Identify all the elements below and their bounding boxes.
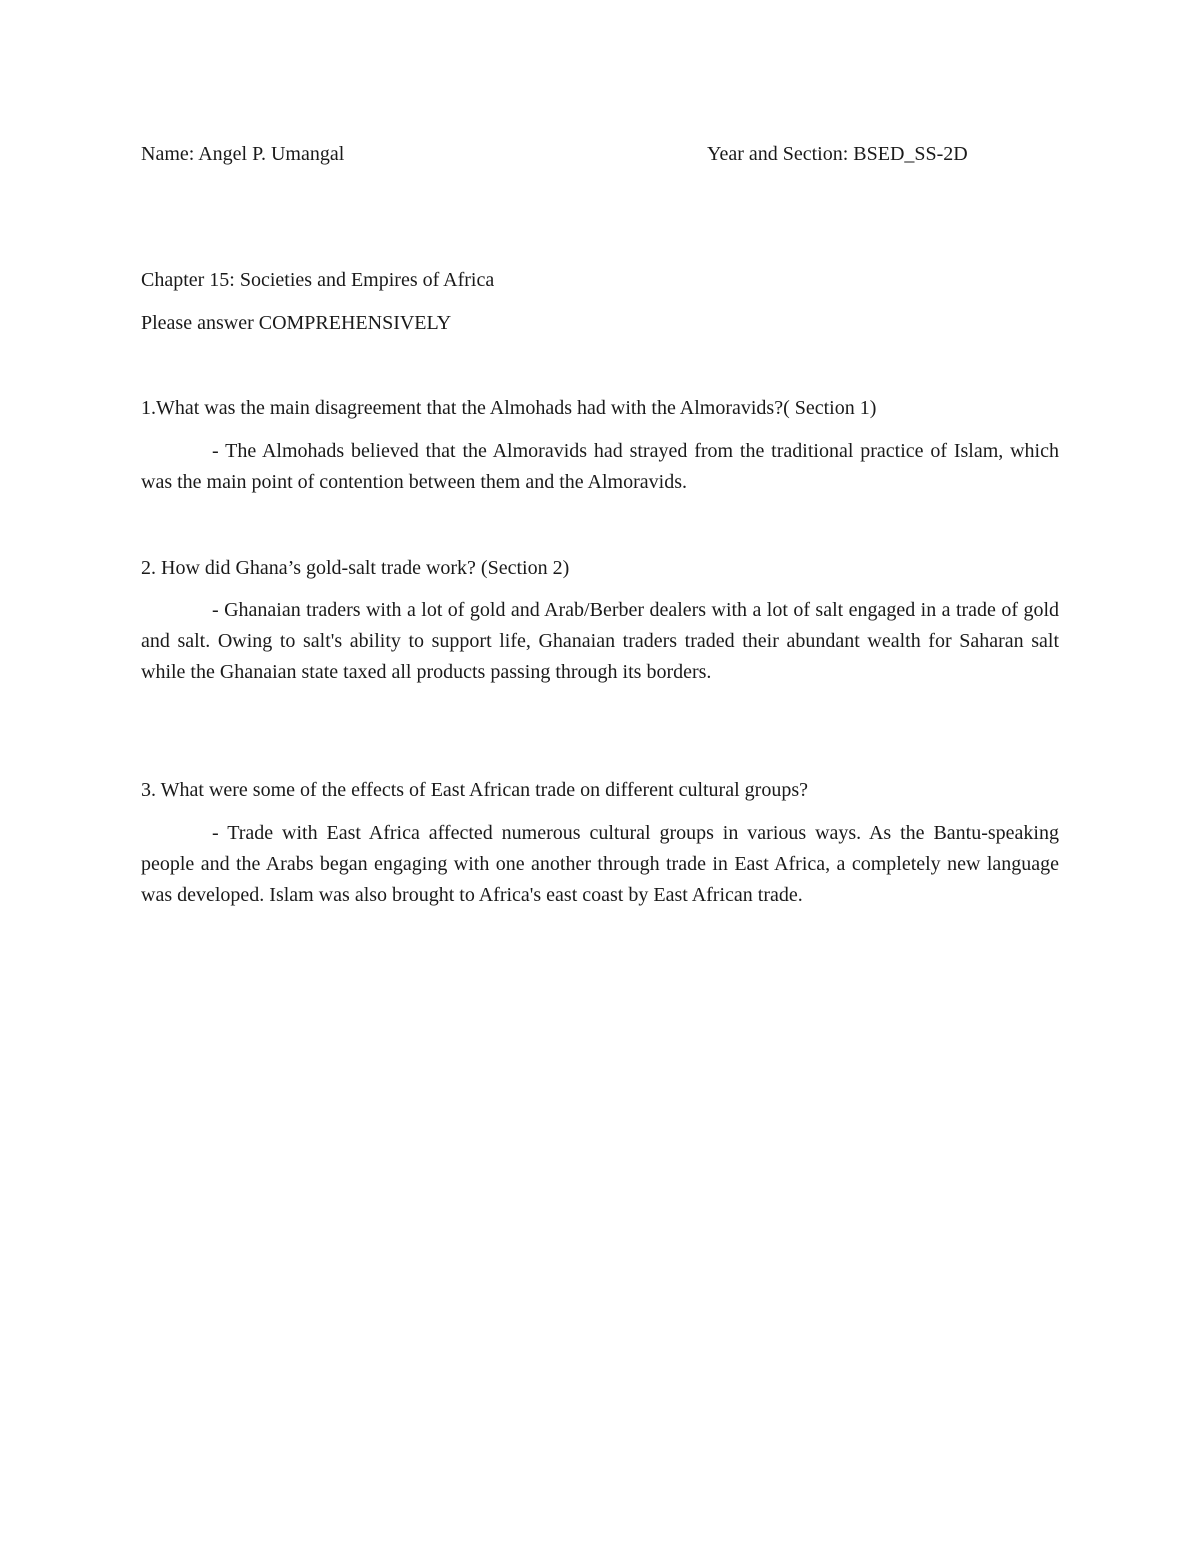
chapter-title: Chapter 15: Societies and Empires of Africa xyxy=(141,269,495,291)
year-and-section: Year and Section: BSED_SS-2D xyxy=(707,143,968,165)
instruction-text: Please answer COMPREHENSIVELY xyxy=(141,312,452,334)
answer-3: - Trade with East Africa affected numerous cultural groups in various ways. As the Bantu-speaking people and the Arabs began engaging with one another through trade in East Africa, a completely new language was developed. Islam was also brought to Africa's east coast by East African trade. xyxy=(141,822,1059,906)
question-2: 2. How did Ghana’s gold-salt trade work? (Section 2) xyxy=(141,557,570,579)
answer-2: - Ghanaian traders with a lot of gold and Arab/Berber dealers with a lot of salt engaged in a trade of gold and salt. Owing to salt's ability to support life, Ghanaian traders traded their abundant wealth for Saharan salt while the Ghanaian state taxed all products passing through its borders. xyxy=(141,599,1059,683)
header-row xyxy=(141,143,1061,173)
student-name: Name: Angel P. Umangal xyxy=(141,143,345,165)
question-1: 1.What was the main disagreement that the Almohads had with the Almoravids?( Section 1) xyxy=(141,397,877,419)
answer-1: - The Almohads believed that the Almoravids had strayed from the traditional practice of Islam, which was the main point of contention between them and the Almoravids. xyxy=(141,440,1059,493)
question-3: 3. What were some of the effects of East African trade on different cultural groups? xyxy=(141,779,808,801)
